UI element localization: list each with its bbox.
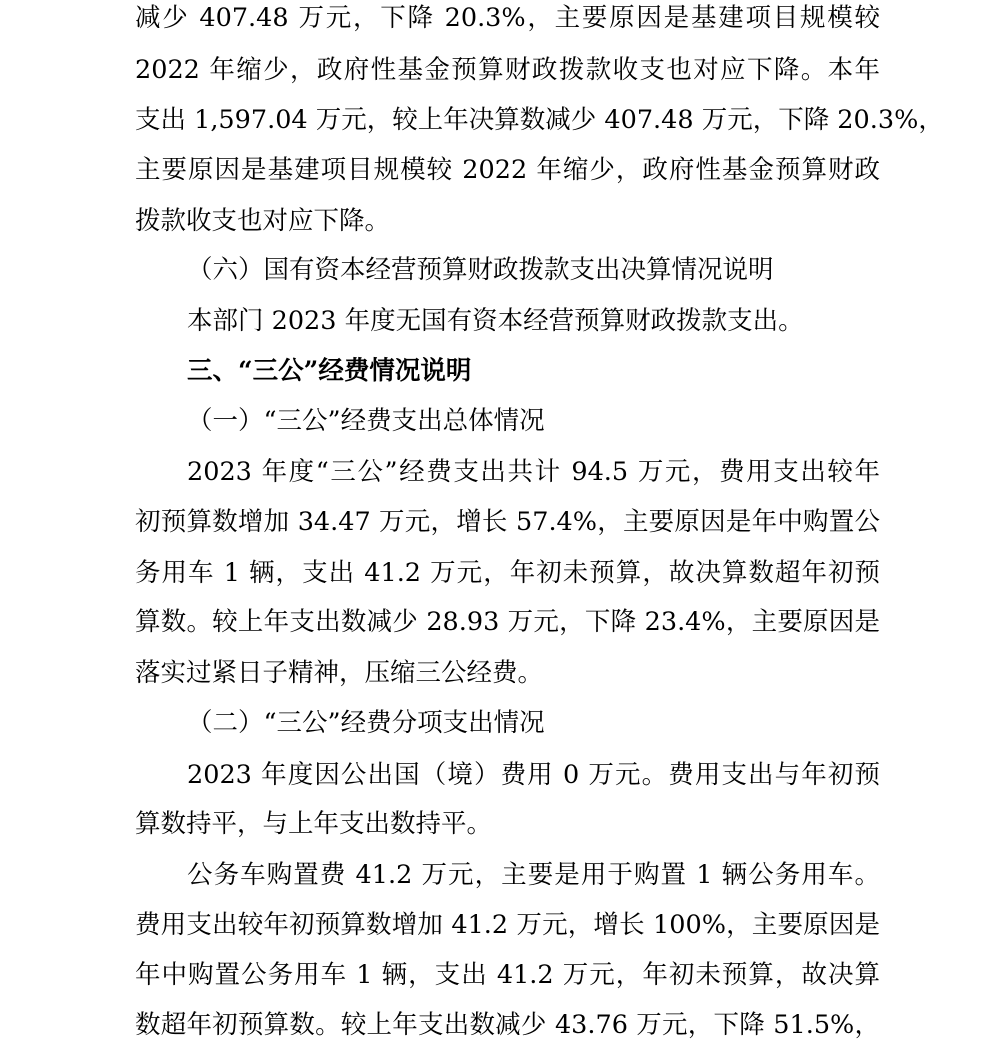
body-text-line: 拨款收支也对应下降。 (135, 206, 391, 236)
section-heading-6: （六）国有资本经营预算财政拨款支出决算情况说明 (187, 255, 774, 285)
subsection-heading-2: （二）“三公”经费分项支出情况 (187, 708, 545, 738)
body-text-line: 落实过紧日子精神，压缩三公经费。 (135, 658, 544, 688)
body-text-line: 主要原因是基建项目规模较 2022 年缩少，政府性基金预算财政 (135, 155, 880, 185)
body-text-line: 年中购置公务用车 1 辆，支出 41.2 万元，年初未预算，故决算 (135, 960, 880, 990)
body-text-line: 费用支出较年初预算数增加 41.2 万元，增长 100%，主要原因是 (135, 910, 880, 940)
subsection-heading-1: （一）“三公”经费支出总体情况 (187, 406, 545, 436)
body-text-line: 支出 1,597.04 万元，较上年决算数减少 407.48 万元，下降 20.3%， (135, 105, 944, 135)
body-text-line: 初预算数增加 34.47 万元，增长 57.4%，主要原因是年中购置公 (135, 507, 880, 537)
body-text-line: 2022 年缩少，政府性基金预算财政拨款收支也对应下降。本年 (135, 55, 880, 85)
body-text-line: 数超年初预算数。较上年支出数减少 43.76 万元，下降 51.5%， (135, 1010, 880, 1040)
body-text-line: 公务车购置费 41.2 万元，主要是用于购置 1 辆公务用车。 (187, 860, 880, 890)
section-heading-3: 三、“三公”经费情况说明 (187, 356, 472, 386)
body-text-line: 算数持平，与上年支出数持平。 (135, 809, 493, 839)
body-text-line: 2023 年度因公出国（境）费用 0 万元。费用支出与年初预 (187, 760, 880, 790)
body-text-line: 本部门 2023 年度无国有资本经营预算财政拨款支出。 (187, 306, 804, 336)
body-text-line: 减少 407.48 万元，下降 20.3%，主要原因是基建项目规模较 (135, 3, 880, 33)
body-text-line: 务用车 1 辆，支出 41.2 万元，年初未预算，故决算数超年初预 (135, 558, 880, 588)
body-text-line: 算数。较上年支出数减少 28.93 万元，下降 23.4%，主要原因是 (135, 607, 880, 637)
body-text-line: 2023 年度“三公”经费支出共计 94.5 万元，费用支出较年 (187, 457, 880, 487)
